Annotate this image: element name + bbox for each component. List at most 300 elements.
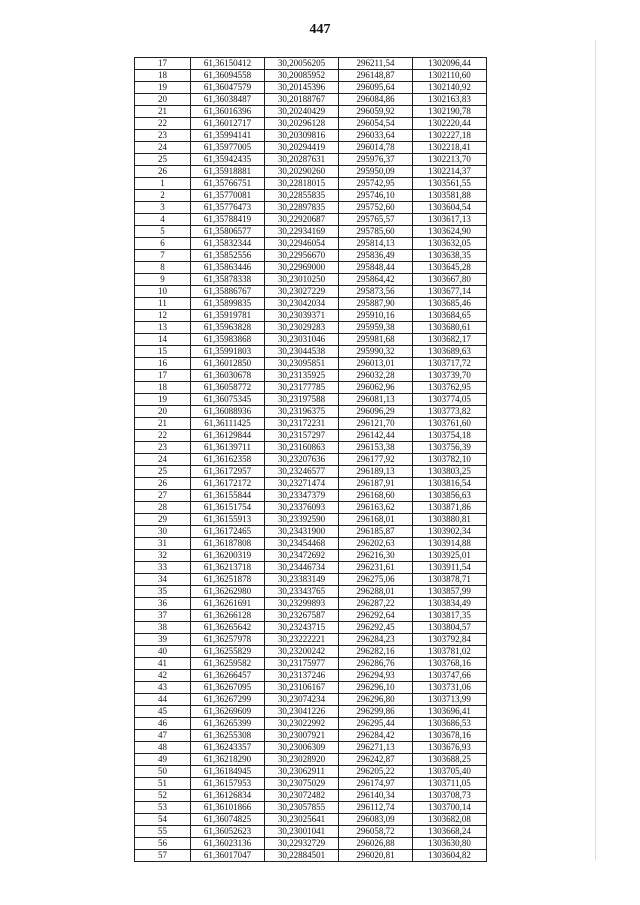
point-number-cell: 19 <box>135 82 191 94</box>
longitude-cell: 30,20085952 <box>265 70 339 82</box>
point-number-cell: 19 <box>135 394 191 406</box>
x-coordinate-cell: 296095,64 <box>339 82 413 94</box>
point-number-cell: 40 <box>135 646 191 658</box>
latitude-cell: 61,36058772 <box>191 382 265 394</box>
x-coordinate-cell: 296284,42 <box>339 730 413 742</box>
x-coordinate-cell: 296185,87 <box>339 526 413 538</box>
point-number-cell: 24 <box>135 454 191 466</box>
point-number-cell: 22 <box>135 118 191 130</box>
point-number-cell: 17 <box>135 58 191 70</box>
point-number-cell: 41 <box>135 658 191 670</box>
table-row <box>135 634 487 646</box>
y-coordinate-cell: 1302218,41 <box>413 142 487 154</box>
table-row <box>135 118 487 130</box>
point-number-cell: 36 <box>135 598 191 610</box>
table-row <box>135 58 487 70</box>
point-number-cell: 13 <box>135 322 191 334</box>
latitude-cell: 61,35878338 <box>191 274 265 286</box>
longitude-cell: 30,23039371 <box>265 310 339 322</box>
latitude-cell: 61,36155913 <box>191 514 265 526</box>
longitude-cell: 30,23041226 <box>265 706 339 718</box>
latitude-cell: 61,36162358 <box>191 454 265 466</box>
y-coordinate-cell: 1303856,63 <box>413 490 487 502</box>
latitude-cell: 61,36126834 <box>191 790 265 802</box>
latitude-cell: 61,36267095 <box>191 682 265 694</box>
point-number-cell: 8 <box>135 262 191 274</box>
y-coordinate-cell: 1303708,73 <box>413 790 487 802</box>
y-coordinate-cell: 1303756,39 <box>413 442 487 454</box>
y-coordinate-cell: 1303689,63 <box>413 346 487 358</box>
point-number-cell: 48 <box>135 742 191 754</box>
y-coordinate-cell: 1303911,54 <box>413 562 487 574</box>
table-row <box>135 610 487 622</box>
point-number-cell: 18 <box>135 382 191 394</box>
x-coordinate-cell: 296059,92 <box>339 106 413 118</box>
point-number-cell: 20 <box>135 94 191 106</box>
table-row <box>135 370 487 382</box>
table-row <box>135 766 487 778</box>
latitude-cell: 61,35983868 <box>191 334 265 346</box>
y-coordinate-cell: 1303604,82 <box>413 850 487 862</box>
y-coordinate-cell: 1303774,05 <box>413 394 487 406</box>
x-coordinate-cell: 296084,86 <box>339 94 413 106</box>
table-row <box>135 298 487 310</box>
x-coordinate-cell: 295864,42 <box>339 274 413 286</box>
table-row <box>135 598 487 610</box>
longitude-cell: 30,23160863 <box>265 442 339 454</box>
point-number-cell: 45 <box>135 706 191 718</box>
table-row <box>135 202 487 214</box>
latitude-cell: 61,36023136 <box>191 838 265 850</box>
point-number-cell: 7 <box>135 250 191 262</box>
y-coordinate-cell: 1303684,65 <box>413 310 487 322</box>
latitude-cell: 61,35977005 <box>191 142 265 154</box>
table-row <box>135 406 487 418</box>
point-number-cell: 10 <box>135 286 191 298</box>
y-coordinate-cell: 1303816,54 <box>413 478 487 490</box>
point-number-cell: 23 <box>135 442 191 454</box>
y-coordinate-cell: 1303781,02 <box>413 646 487 658</box>
y-coordinate-cell: 1302190,78 <box>413 106 487 118</box>
y-coordinate-cell: 1302227,18 <box>413 130 487 142</box>
x-coordinate-cell: 296282,16 <box>339 646 413 658</box>
longitude-cell: 30,23106167 <box>265 682 339 694</box>
y-coordinate-cell: 1303902,34 <box>413 526 487 538</box>
table-row <box>135 538 487 550</box>
point-number-cell: 54 <box>135 814 191 826</box>
longitude-cell: 30,22946054 <box>265 238 339 250</box>
y-coordinate-cell: 1303624,90 <box>413 226 487 238</box>
latitude-cell: 61,35766751 <box>191 178 265 190</box>
point-number-cell: 26 <box>135 166 191 178</box>
x-coordinate-cell: 296294,93 <box>339 670 413 682</box>
longitude-cell: 30,23446734 <box>265 562 339 574</box>
table-row <box>135 670 487 682</box>
y-coordinate-cell: 1303581,88 <box>413 190 487 202</box>
y-coordinate-cell: 1303682,08 <box>413 814 487 826</box>
y-coordinate-cell: 1303686,53 <box>413 718 487 730</box>
longitude-cell: 30,23347379 <box>265 490 339 502</box>
table-row <box>135 742 487 754</box>
longitude-cell: 30,23222221 <box>265 634 339 646</box>
point-number-cell: 12 <box>135 310 191 322</box>
table-row <box>135 70 487 82</box>
longitude-cell: 30,22920687 <box>265 214 339 226</box>
latitude-cell: 61,36262980 <box>191 586 265 598</box>
x-coordinate-cell: 296140,34 <box>339 790 413 802</box>
latitude-cell: 61,36151754 <box>191 502 265 514</box>
point-number-cell: 2 <box>135 190 191 202</box>
y-coordinate-cell: 1303747,66 <box>413 670 487 682</box>
y-coordinate-cell: 1303561,55 <box>413 178 487 190</box>
point-number-cell: 42 <box>135 670 191 682</box>
x-coordinate-cell: 296299,86 <box>339 706 413 718</box>
latitude-cell: 61,36150412 <box>191 58 265 70</box>
point-number-cell: 57 <box>135 850 191 862</box>
table-row <box>135 526 487 538</box>
x-coordinate-cell: 296275,06 <box>339 574 413 586</box>
point-number-cell: 20 <box>135 406 191 418</box>
latitude-cell: 61,36187808 <box>191 538 265 550</box>
latitude-cell: 61,36094558 <box>191 70 265 82</box>
table-row <box>135 130 487 142</box>
table-row <box>135 718 487 730</box>
latitude-cell: 61,35919781 <box>191 310 265 322</box>
y-coordinate-cell: 1303717,72 <box>413 358 487 370</box>
table-row <box>135 226 487 238</box>
point-number-cell: 22 <box>135 430 191 442</box>
longitude-cell: 30,22884501 <box>265 850 339 862</box>
longitude-cell: 30,23431900 <box>265 526 339 538</box>
point-number-cell: 9 <box>135 274 191 286</box>
y-coordinate-cell: 1302110,60 <box>413 70 487 82</box>
point-number-cell: 6 <box>135 238 191 250</box>
latitude-cell: 61,36261691 <box>191 598 265 610</box>
latitude-cell: 61,36101866 <box>191 802 265 814</box>
y-coordinate-cell: 1303668,24 <box>413 826 487 838</box>
table-row <box>135 94 487 106</box>
point-number-cell: 35 <box>135 586 191 598</box>
x-coordinate-cell: 296202,63 <box>339 538 413 550</box>
table-row <box>135 106 487 118</box>
x-coordinate-cell: 296026,88 <box>339 838 413 850</box>
point-number-cell: 47 <box>135 730 191 742</box>
point-number-cell: 46 <box>135 718 191 730</box>
x-coordinate-cell: 296062,96 <box>339 382 413 394</box>
table-row <box>135 646 487 658</box>
latitude-cell: 61,35991803 <box>191 346 265 358</box>
latitude-cell: 61,36184945 <box>191 766 265 778</box>
table-row <box>135 850 487 862</box>
x-coordinate-cell: 296168,60 <box>339 490 413 502</box>
latitude-cell: 61,36047579 <box>191 82 265 94</box>
y-coordinate-cell: 1303676,93 <box>413 742 487 754</box>
latitude-cell: 61,35942435 <box>191 154 265 166</box>
table-row <box>135 514 487 526</box>
y-coordinate-cell: 1303638,35 <box>413 250 487 262</box>
point-number-cell: 29 <box>135 514 191 526</box>
table-row <box>135 262 487 274</box>
longitude-cell: 30,23057855 <box>265 802 339 814</box>
x-coordinate-cell: 296096,29 <box>339 406 413 418</box>
x-coordinate-cell: 296211,54 <box>339 58 413 70</box>
latitude-cell: 61,36038487 <box>191 94 265 106</box>
x-coordinate-cell: 295765,57 <box>339 214 413 226</box>
latitude-cell: 61,36111425 <box>191 418 265 430</box>
latitude-cell: 61,36074825 <box>191 814 265 826</box>
y-coordinate-cell: 1303604,54 <box>413 202 487 214</box>
latitude-cell: 61,36012717 <box>191 118 265 130</box>
longitude-cell: 30,20188767 <box>265 94 339 106</box>
y-coordinate-cell: 1302096,44 <box>413 58 487 70</box>
latitude-cell: 61,35852556 <box>191 250 265 262</box>
latitude-cell: 61,36255829 <box>191 646 265 658</box>
x-coordinate-cell: 296033,64 <box>339 130 413 142</box>
y-coordinate-cell: 1303711,05 <box>413 778 487 790</box>
longitude-cell: 30,22969000 <box>265 262 339 274</box>
table-row <box>135 826 487 838</box>
point-number-cell: 44 <box>135 694 191 706</box>
table-row <box>135 682 487 694</box>
x-coordinate-cell: 296177,92 <box>339 454 413 466</box>
latitude-cell: 61,36269609 <box>191 706 265 718</box>
y-coordinate-cell: 1303914,88 <box>413 538 487 550</box>
longitude-cell: 30,20294419 <box>265 142 339 154</box>
point-number-cell: 43 <box>135 682 191 694</box>
x-coordinate-cell: 296271,13 <box>339 742 413 754</box>
point-number-cell: 25 <box>135 466 191 478</box>
longitude-cell: 30,23472692 <box>265 550 339 562</box>
y-coordinate-cell: 1303688,25 <box>413 754 487 766</box>
x-coordinate-cell: 295873,56 <box>339 286 413 298</box>
y-coordinate-cell: 1303678,16 <box>413 730 487 742</box>
table-row <box>135 394 487 406</box>
table-row <box>135 178 487 190</box>
y-coordinate-cell: 1303617,13 <box>413 214 487 226</box>
latitude-cell: 61,35899835 <box>191 298 265 310</box>
x-coordinate-cell: 296163,62 <box>339 502 413 514</box>
point-number-cell: 15 <box>135 346 191 358</box>
latitude-cell: 61,35863446 <box>191 262 265 274</box>
latitude-cell: 61,35994141 <box>191 130 265 142</box>
x-coordinate-cell: 296287,22 <box>339 598 413 610</box>
y-coordinate-cell: 1303804,57 <box>413 622 487 634</box>
y-coordinate-cell: 1303792,84 <box>413 634 487 646</box>
y-coordinate-cell: 1303696,41 <box>413 706 487 718</box>
x-coordinate-cell: 296013,01 <box>339 358 413 370</box>
latitude-cell: 61,36052623 <box>191 826 265 838</box>
longitude-cell: 30,23095851 <box>265 358 339 370</box>
table-row <box>135 802 487 814</box>
longitude-cell: 30,23022992 <box>265 718 339 730</box>
longitude-cell: 30,22818015 <box>265 178 339 190</box>
point-number-cell: 11 <box>135 298 191 310</box>
latitude-cell: 61,36251878 <box>191 574 265 586</box>
point-number-cell: 14 <box>135 334 191 346</box>
table-row <box>135 622 487 634</box>
x-coordinate-cell: 296288,01 <box>339 586 413 598</box>
longitude-cell: 30,23006309 <box>265 742 339 754</box>
latitude-cell: 61,36255308 <box>191 730 265 742</box>
longitude-cell: 30,23001041 <box>265 826 339 838</box>
latitude-cell: 61,36172957 <box>191 466 265 478</box>
longitude-cell: 30,23029283 <box>265 322 339 334</box>
point-number-cell: 51 <box>135 778 191 790</box>
y-coordinate-cell: 1303632,05 <box>413 238 487 250</box>
latitude-cell: 61,35886767 <box>191 286 265 298</box>
table-row <box>135 322 487 334</box>
x-coordinate-cell: 296284,23 <box>339 634 413 646</box>
longitude-cell: 30,23042034 <box>265 298 339 310</box>
x-coordinate-cell: 296286,76 <box>339 658 413 670</box>
latitude-cell: 61,36213718 <box>191 562 265 574</box>
longitude-cell: 30,23028920 <box>265 754 339 766</box>
latitude-cell: 61,36265642 <box>191 622 265 634</box>
point-number-cell: 1 <box>135 178 191 190</box>
latitude-cell: 61,36257978 <box>191 634 265 646</box>
y-coordinate-cell: 1303782,10 <box>413 454 487 466</box>
y-coordinate-cell: 1303762,95 <box>413 382 487 394</box>
latitude-cell: 61,35770081 <box>191 190 265 202</box>
longitude-cell: 30,23271474 <box>265 478 339 490</box>
table-row <box>135 166 487 178</box>
x-coordinate-cell: 296292,45 <box>339 622 413 634</box>
longitude-cell: 30,23392590 <box>265 514 339 526</box>
point-number-cell: 21 <box>135 106 191 118</box>
table-row <box>135 274 487 286</box>
point-number-cell: 17 <box>135 370 191 382</box>
longitude-cell: 30,23157297 <box>265 430 339 442</box>
table-row <box>135 478 487 490</box>
point-number-cell: 23 <box>135 130 191 142</box>
latitude-cell: 61,35788419 <box>191 214 265 226</box>
table-row <box>135 346 487 358</box>
table-row <box>135 142 487 154</box>
point-number-cell: 28 <box>135 502 191 514</box>
latitude-cell: 61,36030678 <box>191 370 265 382</box>
y-coordinate-cell: 1303878,71 <box>413 574 487 586</box>
point-number-cell: 24 <box>135 142 191 154</box>
y-coordinate-cell: 1303685,46 <box>413 298 487 310</box>
x-coordinate-cell: 295910,16 <box>339 310 413 322</box>
longitude-cell: 30,23243715 <box>265 622 339 634</box>
x-coordinate-cell: 295746,10 <box>339 190 413 202</box>
x-coordinate-cell: 296216,30 <box>339 550 413 562</box>
x-coordinate-cell: 296020,81 <box>339 850 413 862</box>
x-coordinate-cell: 295959,38 <box>339 322 413 334</box>
latitude-cell: 61,36243357 <box>191 742 265 754</box>
latitude-cell: 61,36172465 <box>191 526 265 538</box>
point-number-cell: 52 <box>135 790 191 802</box>
longitude-cell: 30,23207636 <box>265 454 339 466</box>
latitude-cell: 61,36075345 <box>191 394 265 406</box>
point-number-cell: 56 <box>135 838 191 850</box>
latitude-cell: 61,36259582 <box>191 658 265 670</box>
longitude-cell: 30,23246577 <box>265 466 339 478</box>
latitude-cell: 61,36157953 <box>191 778 265 790</box>
x-coordinate-cell: 295814,13 <box>339 238 413 250</box>
y-coordinate-cell: 1302213,70 <box>413 154 487 166</box>
latitude-cell: 61,35776473 <box>191 202 265 214</box>
y-coordinate-cell: 1303667,80 <box>413 274 487 286</box>
table-row <box>135 310 487 322</box>
longitude-cell: 30,23200242 <box>265 646 339 658</box>
point-number-cell: 26 <box>135 478 191 490</box>
table-row <box>135 214 487 226</box>
longitude-cell: 30,20240429 <box>265 106 339 118</box>
latitude-cell: 61,36200319 <box>191 550 265 562</box>
longitude-cell: 30,23137246 <box>265 670 339 682</box>
table-row <box>135 502 487 514</box>
table-row <box>135 658 487 670</box>
longitude-cell: 30,22934169 <box>265 226 339 238</box>
y-coordinate-cell: 1303768,16 <box>413 658 487 670</box>
longitude-cell: 30,23031046 <box>265 334 339 346</box>
y-coordinate-cell: 1302214,37 <box>413 166 487 178</box>
x-coordinate-cell: 296142,44 <box>339 430 413 442</box>
table-row <box>135 250 487 262</box>
latitude-cell: 61,36012850 <box>191 358 265 370</box>
table-row <box>135 706 487 718</box>
x-coordinate-cell: 295981,68 <box>339 334 413 346</box>
longitude-cell: 30,23343765 <box>265 586 339 598</box>
coordinates-table-body <box>135 58 487 862</box>
x-coordinate-cell: 296083,09 <box>339 814 413 826</box>
table-row <box>135 454 487 466</box>
y-coordinate-cell: 1302140,92 <box>413 82 487 94</box>
y-coordinate-cell: 1303739,70 <box>413 370 487 382</box>
longitude-cell: 30,23172231 <box>265 418 339 430</box>
longitude-cell: 30,23075029 <box>265 778 339 790</box>
point-number-cell: 5 <box>135 226 191 238</box>
x-coordinate-cell: 295785,60 <box>339 226 413 238</box>
x-coordinate-cell: 296189,13 <box>339 466 413 478</box>
table-row <box>135 382 487 394</box>
y-coordinate-cell: 1302163,83 <box>413 94 487 106</box>
longitude-cell: 30,23072482 <box>265 790 339 802</box>
longitude-cell: 30,22897835 <box>265 202 339 214</box>
x-coordinate-cell: 296231,61 <box>339 562 413 574</box>
point-number-cell: 53 <box>135 802 191 814</box>
x-coordinate-cell: 295848,44 <box>339 262 413 274</box>
table-row <box>135 814 487 826</box>
point-number-cell: 55 <box>135 826 191 838</box>
table-row <box>135 430 487 442</box>
y-coordinate-cell: 1303817,35 <box>413 610 487 622</box>
y-coordinate-cell: 1303630,80 <box>413 838 487 850</box>
x-coordinate-cell: 296292,64 <box>339 610 413 622</box>
point-number-cell: 38 <box>135 622 191 634</box>
x-coordinate-cell: 295990,32 <box>339 346 413 358</box>
x-coordinate-cell: 296295,44 <box>339 718 413 730</box>
latitude-cell: 61,36017047 <box>191 850 265 862</box>
latitude-cell: 61,36155844 <box>191 490 265 502</box>
x-coordinate-cell: 295950,09 <box>339 166 413 178</box>
y-coordinate-cell: 1303645,28 <box>413 262 487 274</box>
latitude-cell: 61,36266457 <box>191 670 265 682</box>
longitude-cell: 30,20287631 <box>265 154 339 166</box>
point-number-cell: 18 <box>135 70 191 82</box>
longitude-cell: 30,23197588 <box>265 394 339 406</box>
latitude-cell: 61,35918881 <box>191 166 265 178</box>
point-number-cell: 31 <box>135 538 191 550</box>
table-row <box>135 778 487 790</box>
longitude-cell: 30,23376093 <box>265 502 339 514</box>
longitude-cell: 30,23196375 <box>265 406 339 418</box>
x-coordinate-cell: 296112,74 <box>339 802 413 814</box>
page-number: 447 <box>309 22 331 37</box>
latitude-cell: 61,36139711 <box>191 442 265 454</box>
